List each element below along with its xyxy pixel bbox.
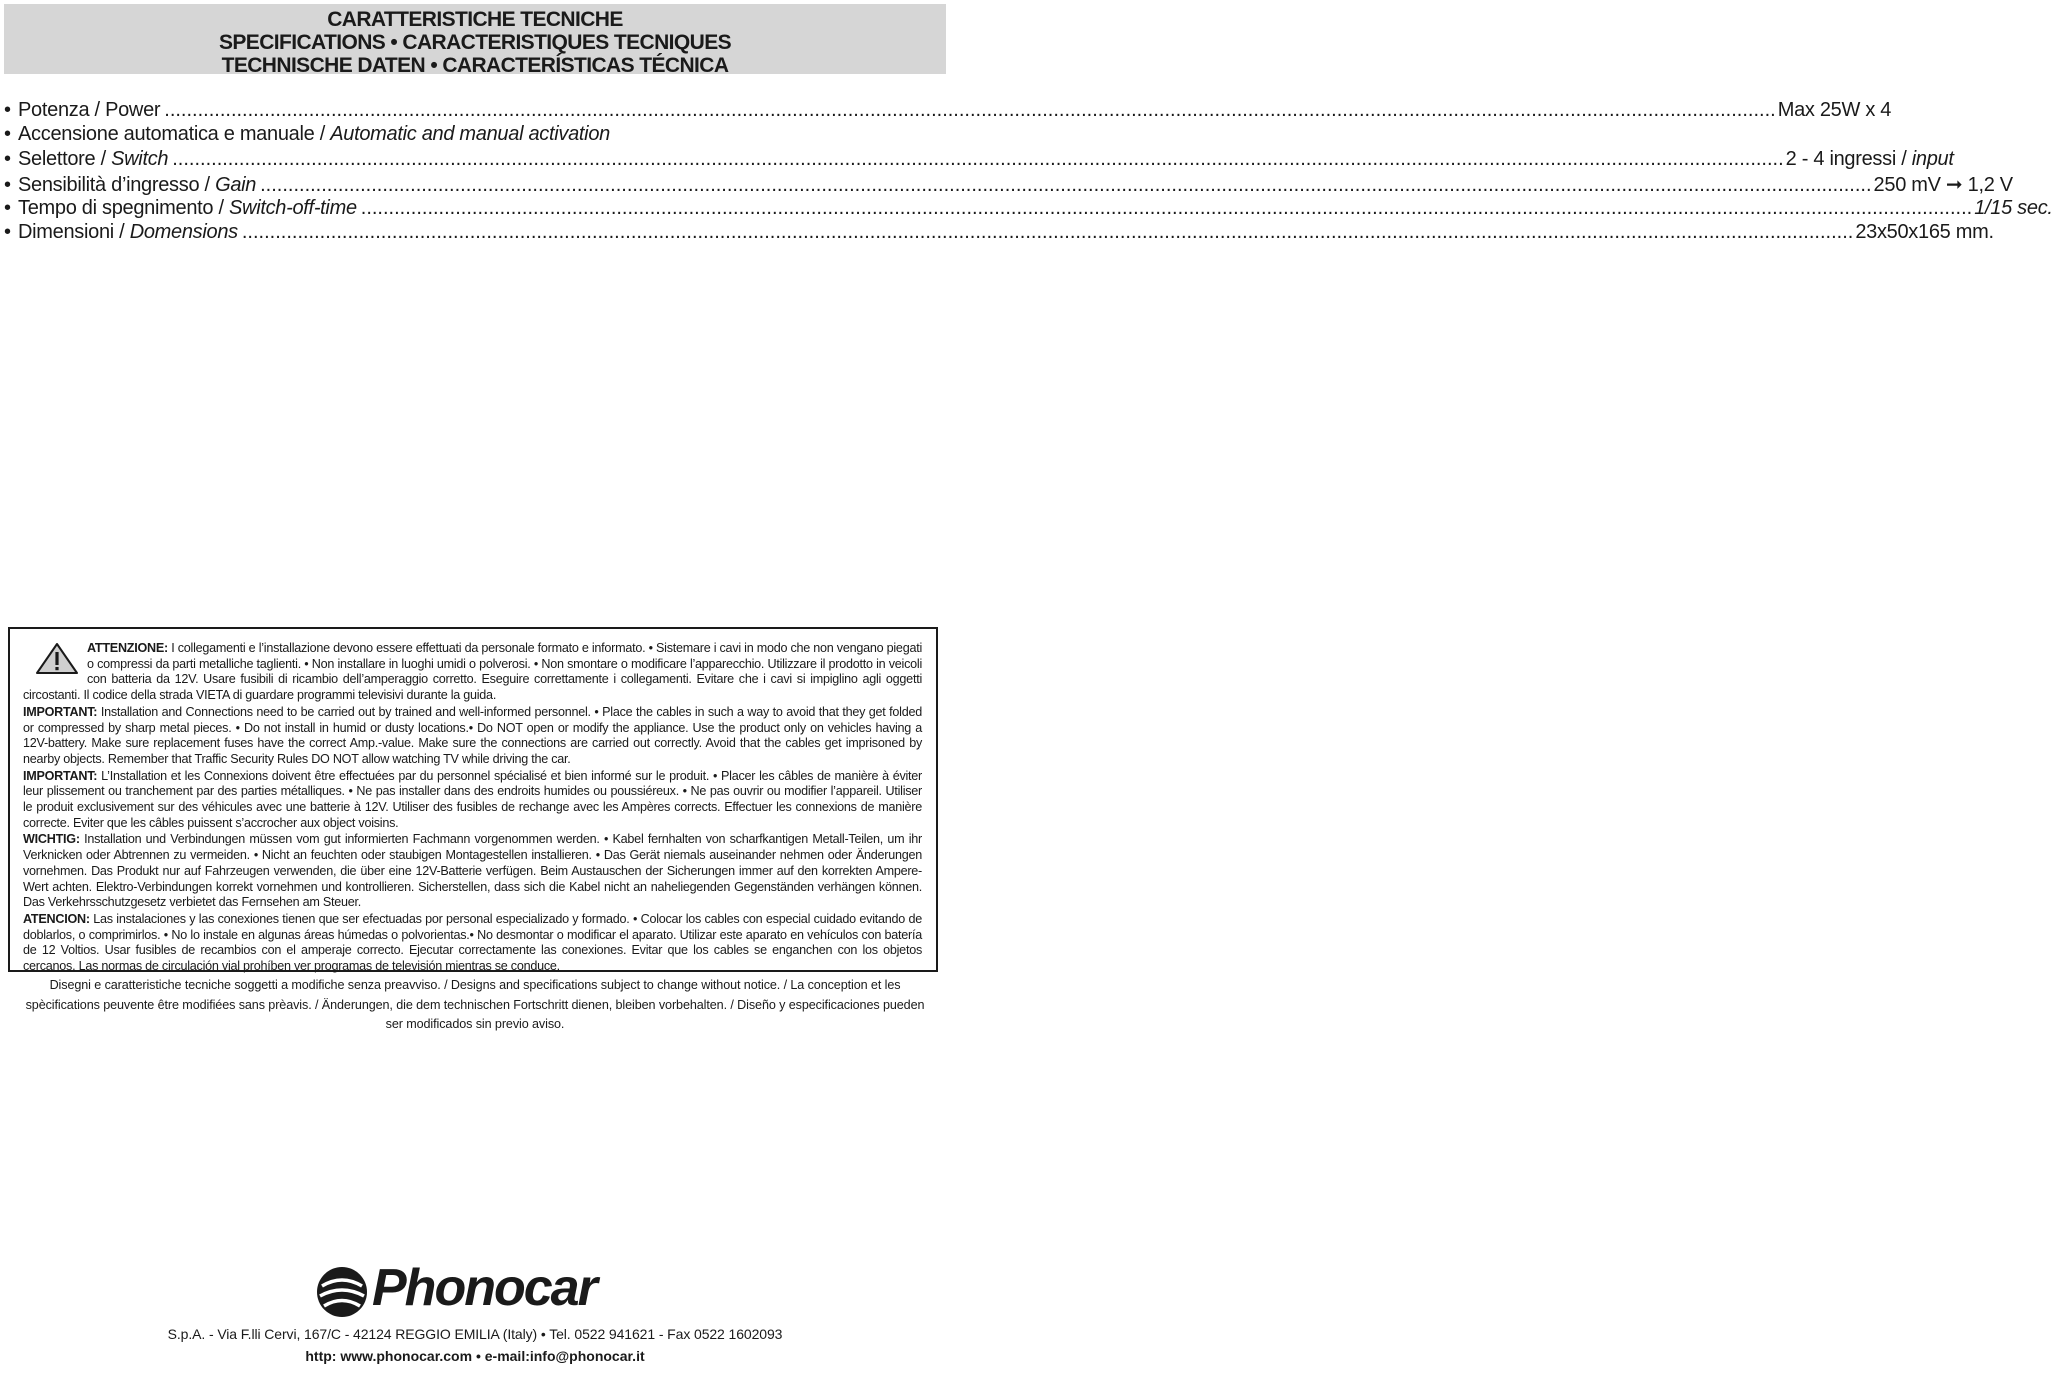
- bullet: •: [4, 196, 11, 219]
- warning-triangle-icon: [35, 643, 79, 675]
- bullet: •: [4, 123, 11, 146]
- spec-switch: [4, 147, 1954, 172]
- header-title-it: CARATTERISTICHE TECNICHE: [327, 8, 623, 31]
- spec-header: [4, 4, 946, 77]
- leader-dots: ..................................................................................................................................................................................................................................................................................................: [360, 196, 1973, 219]
- phonocar-logo-icon: [316, 1266, 368, 1318]
- bullet: •: [4, 147, 11, 170]
- leader-dots: ..................................................................................................................................................................................................................................................................................................: [260, 174, 1872, 197]
- warning-french: IMPORTANT: L’Installation et les Connexions doivent être effectuées par du personnel spécialisé et bien informé sur le produit. • Placer les câbles de manière à éviter leur plissement ou tranchement par des parties métalliques. • Ne pas installer dans des endroits humides ou poussiéreux. • Ne pas ouvrir ou modifier l’appareil. Utiliser le produit exclusivement sur des véhicules avec une batterie à 12V. Utiliser des fusibles de rechange avec les Ampères corrects. Effectuer les connexions de manière correcte. Eviter que les câbles puissent s’accrocher aux object voisins.: [23, 768, 922, 830]
- bullet: •: [4, 174, 11, 197]
- header-title-de-es: TECHNISCHE DATEN • CARACTERÍSTICAS TÉCNICA: [221, 54, 729, 77]
- bullet: •: [4, 220, 11, 243]
- safety-warnings-box: [8, 627, 938, 972]
- spec-value: 23x50x165 mm.: [1855, 220, 1994, 243]
- spec-value: Max 25W x 4: [1777, 99, 1892, 121]
- header-title-en-fr: SPECIFICATIONS • CARACTERISTIQUES TECNIQUES: [218, 31, 732, 54]
- warning-german: WICHTIG: Installation und Verbindungen müssen vom gut informierten Fachmann vorgenommen werden. • Kabel fernhalten von scharfkantigen Metall-Teilen, um ihr Verknicken oder Abtrennen zu vermeiden. • Nicht an feuchten oder staubigen Montagestellen installieren. • Das Gerät niemals auseinander nehmen oder Änderungen vornehmen. Das Produkt nur auf Fahrzeugen verwenden, die über eine 12V-Batterie verfügen. Beim Austauschen der Sicherungen immer auf den korrekten Ampere-Wert achten. Elektro-Verbindungen korrekt vornehmen und kontrollieren. Sicherstellen, dass sich die Kabel nicht an naheliegenden Gegenständen verhängen können. Das Verkehrsschutzgesetz verbietet das Fernsehen am Steuer.: [23, 832, 922, 910]
- bullet: •: [4, 99, 11, 121]
- spec-switch-off-time: [4, 196, 2053, 221]
- leader-dots: ..................................................................................................................................................................................................................................................................................................: [164, 99, 1776, 121]
- company-web-email: http: www.phonocar.com • e-mail:info@phonocar.it: [305, 1348, 645, 1364]
- spec-gain: [4, 172, 2013, 197]
- spec-value: 250 mV ➞ 1,2 V: [1873, 174, 2013, 197]
- spec-label: Selettore / Switch: [18, 147, 169, 170]
- phonocar-logo: [316, 1259, 636, 1320]
- leader-dots: ..................................................................................................................................................................................................................................................................................................: [172, 147, 1784, 170]
- spec-value: 1/15 sec.: [1974, 196, 2053, 219]
- leader-dots: ..................................................................................................................................................................................................................................................................................................: [241, 220, 1854, 243]
- spec-dimensions: [4, 220, 1994, 245]
- spec-label: Potenza / Power: [18, 99, 161, 121]
- spec-label: Dimensioni / Domensions: [18, 220, 238, 243]
- brand-name: Phonocar: [372, 1259, 596, 1317]
- company-address: S.p.A. - Via F.lli Cervi, 167/C - 42124 REGGIO EMILIA (Italy) • Tel. 0522 941621 - Fax 0522 1602093: [167, 1326, 783, 1342]
- spec-label: Sensibilità d’ingresso / Gain: [18, 174, 257, 197]
- warning-spanish: ATENCION: Las instalaciones y las conexiones tienen que ser efectuadas por personal especializado y formado. • Colocar los cables con especial cuidado evitando de doblarlos, o comprimirlos. • No lo instale en algunas áreas húmedas o polvorientas.• No desmontar o modificar el aparato. Utilizar este aparato en vehículos con batería de 12 Voltios. Usar fusibles de recambios con el amperaje correcto. Ejecutar correctamente las conexiones. Evitar que los cables se enganchen con los objetos cercanos. Las normas de circulación vial prohíben ver programas de televisión mientras se conduce.: [23, 911, 922, 974]
- spec-activation: [4, 123, 938, 147]
- spec-list: [4, 99, 2053, 245]
- warning-italian: ATTENZIONE: I collegamenti e l’installazione devono essere effettuati da personale formato e informato. • Sistemare i cavi in modo che non vengano piegati o compressi da parti metalliche taglienti. • Non installare in luoghi umidi o polverosi. • Non smontare o modificare l’apparecchio. Utilizzare il prodotto in veicoli con batteria da 12V. Usare fusibili di ricambio dell’amperaggio corretto. Eseguire correttamente i collegamenti. Evitare che i cavi si impiglino agli oggetti circostanti. Il codice della strada VIETA di guardare programmi televisivi durante la guida.: [23, 641, 922, 703]
- spec-power: [4, 99, 1892, 123]
- spec-label: Tempo di spegnimento / Switch-off-time: [18, 196, 357, 219]
- spec-value: 2 - 4 ingressi / input: [1785, 147, 1954, 170]
- change-notice: Disegni e caratteristiche tecniche soggetti a modifiche senza preavviso. / Designs and specifications subject to change without notice. / La conception et les spècifications peuvente être modifiées sans prèavis. / Änderungen, die dem technischen Fortschritt dienen, bleiben vorbehalten. / Diseño y especificaciones pueden ser modificados sin previo aviso.: [25, 978, 925, 1031]
- spec-label: Accensione automatica e manuale / Automatic and manual activation: [18, 123, 610, 146]
- warning-english: IMPORTANT: Installation and Connections need to be carried out by trained and well-informed personnel. • Place the cables in such a way to avoid that they get folded or compressed by sharp metal pieces. • Do not install in humid or dusty locations.• Do NOT open or modify the appliance. Use the product only on vehicles having a 12V-battery. Make sure replacement fuses have the correct Amp.-value. Make sure the connections are carried out correctly. Avoid that the cables get imprisoned by nearby objects. Remember that Traffic Security Rules DO NOT allow watching TV while driving the car.: [23, 704, 922, 766]
